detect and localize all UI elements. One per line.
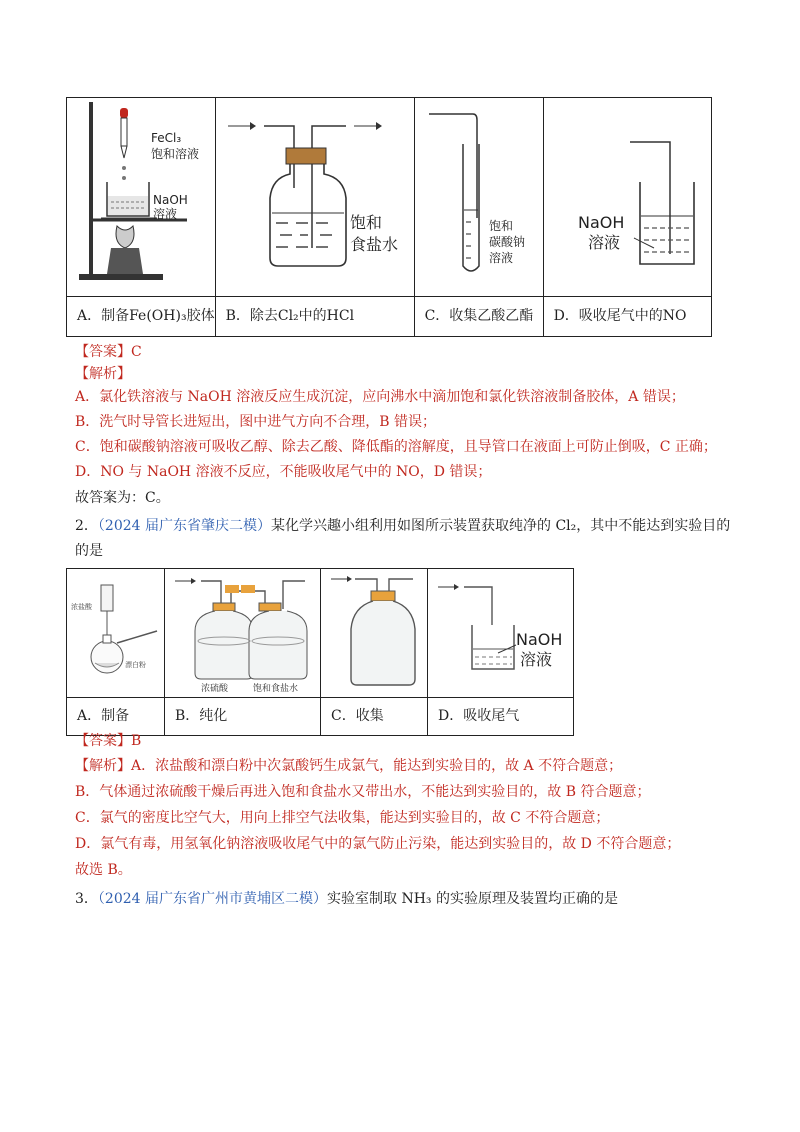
q1-conclusion: 故答案为：C。 [75, 490, 170, 506]
q2-answer [75, 731, 141, 751]
q2-answer-value: B [131, 733, 142, 749]
q2-answer-tag: 【答案】 [75, 733, 131, 749]
q2-caption-a: A．制备 [67, 698, 165, 736]
q1b-label-brine: 食盐水 [349, 235, 398, 254]
q1-answer-value: C [131, 344, 142, 360]
q2-source: （2024 届广东省肇庆二模） [97, 518, 272, 534]
q1-figure-c [414, 98, 543, 297]
q1a-label-solution: 溶液 [153, 207, 178, 221]
q1-caption-a: A．制备Fe(OH)₃胶体 [67, 297, 216, 337]
q2-figure-c [321, 569, 428, 698]
q1c-label-saturated: 饱和 [488, 219, 513, 233]
q1-analysis-a: A．氯化铁溶液与 NaOH 溶液反应生成沉淀，应向沸水中滴加饱和氯化铁溶液制备胶体，A 错误； [75, 389, 685, 405]
q1-analysis-b: B．洗气时导管长进短出，图中进气方向不合理，B 错误； [75, 414, 437, 430]
q2-figure-a [67, 569, 165, 698]
q1-analysis-d: D．NO 与 NaOH 溶液不反应，不能吸收尾气中的 NO，D 错误； [75, 464, 492, 480]
q3-number: 3． [75, 891, 98, 907]
q3-stem [75, 889, 618, 909]
q2b-label-brine: 饱和食盐水 [253, 684, 299, 693]
q1-caption-d: D．吸收尾气中的NO [543, 297, 711, 337]
q2-conclusion: 故选 B。 [75, 862, 132, 878]
q2-stem-line2: 的是 [75, 543, 103, 559]
q1-figure-d [543, 98, 711, 297]
q1c-label-carbonate: 碳酸钠 [488, 235, 525, 249]
q2-stem-text: 某化学兴趣小组利用如图所示装置获取纯净的 Cl₂，其中不能达到实验目的 [271, 518, 731, 534]
q2-caption-b: B．纯化 [165, 698, 321, 736]
q1-figure-b [215, 98, 414, 297]
q2-analysis-c: C．氯气的密度比空气大，用向上排空气法收集，能达到实验目的，故 C 不符合题意； [75, 810, 610, 826]
q2-analysis-a [75, 756, 622, 776]
q1-figure-table [66, 97, 712, 337]
q1c-label-solution: 溶液 [488, 251, 513, 265]
q1-analysis-c: C．饱和碳酸钠溶液可吸收乙醇、除去乙酸、降低酯的溶解度，且导管口在液面上可防止倒吸，C 正确； [75, 439, 717, 455]
q1-caption-c: C．收集乙酸乙酯 [414, 297, 543, 337]
q3-stem-text: 实验室制取 NH₃ 的实验原理及装置均正确的是 [327, 891, 618, 907]
q2d-label-naoh: NaOH [516, 630, 563, 649]
q1-answer-tag: 【答案】 [75, 344, 131, 360]
q1a-label-saturated: 饱和溶液 [151, 147, 200, 161]
q2-analysis-d: D．氯气有毒，用氢氧化钠溶液吸收尾气中的氯气防止污染，能达到实验目的，故 D 不符合题意； [75, 836, 681, 852]
q2-figure-d [428, 569, 574, 698]
q2d-label-solution: 溶液 [520, 650, 553, 669]
q2-analysis-a-text: A．浓盐酸和漂白粉中次氯酸钙生成氯气，能达到实验目的，故 A 不符合题意； [131, 758, 623, 774]
q1a-label-naoh: NaOH [153, 193, 188, 207]
q2-figure-table [66, 568, 574, 736]
q1d-label-naoh: NaOH [577, 213, 624, 232]
q2-figure-b [165, 569, 321, 698]
q2a-label-bleach: 漂白粉 [125, 661, 146, 669]
q1-caption-b: B．除去Cl₂中的HCl [215, 297, 414, 337]
q2-caption-c: C．收集 [321, 698, 428, 736]
q2b-label-acid: 浓硫酸 [201, 684, 229, 693]
q1-figure-a [67, 98, 216, 297]
q2-analysis-tag: 【解析】 [75, 758, 131, 774]
q1d-label-solution: 溶液 [587, 233, 620, 252]
q2-number: 2． [75, 518, 98, 534]
q3-source: （2024 届广东省广州市黄埔区二模） [97, 891, 328, 907]
q1-answer [75, 342, 142, 362]
q2-stem [75, 516, 730, 536]
q2-analysis-b: B．气体通过浓硫酸干燥后再进入饱和食盐水又带出水，不能达到实验目的，故 B 符合题意； [75, 784, 651, 800]
q2-caption-d: D．吸收尾气 [428, 698, 574, 736]
q1b-label-saturated: 饱和 [349, 213, 382, 232]
q1-analysis-tag: 【解析】 [75, 366, 131, 382]
q1a-label-fecl3: FeCl₃ [151, 131, 182, 145]
q2a-label-hcl: 浓盐酸 [71, 603, 92, 611]
